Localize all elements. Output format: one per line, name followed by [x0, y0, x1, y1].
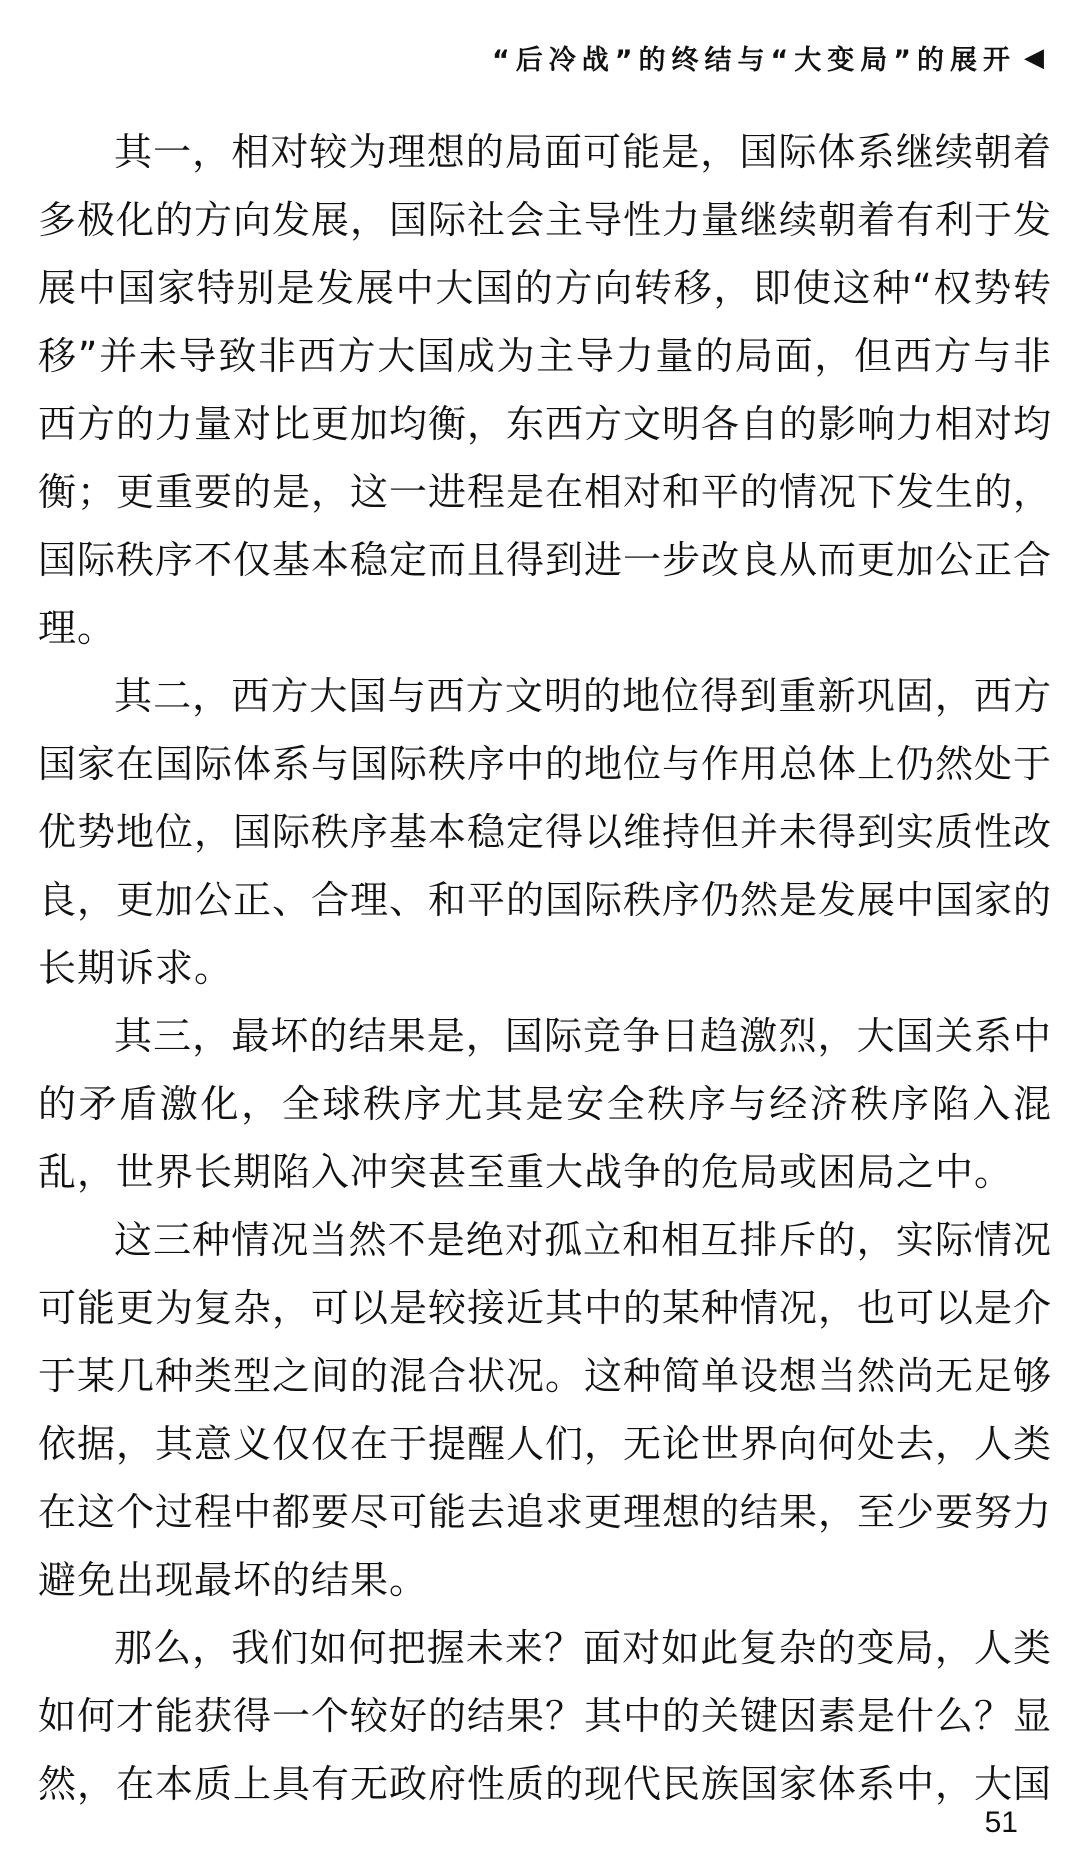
left-triangle-icon: ◀: [1024, 42, 1044, 73]
paragraph-2: 其二，西方大国与西方文明的地位得到重新巩固，西方国家在国际体系与国际秩序中的地位与作用总体上仍然处于优势地位，国际秩序基本稳定得以维持但并未得到实质性改良，更加公正、合理、和平的国际秩序仍然是发展中国家的长期诉求。: [38, 674, 1053, 990]
paragraph-3: 其三，最坏的结果是，国际竞争日趋激烈，大国关系中的矛盾激化，全球秩序尤其是安全秩序与经济秩序陷入混乱，世界长期陷入冲突甚至重大战争的危局或困局之中。: [38, 1014, 1052, 1194]
running-header: [492, 38, 1044, 77]
paragraph-4: 这三种情况当然不是绝对孤立和相互排斥的，实际情况可能更为复杂，可以是较接近其中的某种情况，也可以是介于某几种类型之间的混合状况。这种简单设想当然尚无足够依据，其意义仅仅在于提醒人们，无论世界向何处去，人类在这个过程中都要尽可能去追求更理想的结果，至少要努力避免出现最坏的结果。: [38, 1218, 1053, 1602]
paragraph-1: 其一，相对较为理想的局面可能是，国际体系继续朝着多极化的方向发展，国际社会主导性力量继续朝着有利于发展中国家特别是发展中大国的方向转移，即使这种“权势转移”并未导致非西方大国成为主导力量的局面，但西方与非西方的力量对比更加均衡，东西方文明各自的影响力相对均衡；更重要的是，这一进程是在相对和平的情况下发生的，国际秩序不仅基本稳定而且得到进一步改良从而更加公正合理。: [38, 130, 1053, 650]
running-title: “后冷战”的终结与“大变局”的展开: [492, 45, 1016, 76]
page-number: 51: [984, 1806, 1018, 1839]
paragraph-5: 那么，我们如何把握未来？面对如此复杂的变局，人类如何才能获得一个较好的结果？其中的关键因素是什么？显然，在本质上具有无政府性质的现代民族国家体系中，大国: [38, 1626, 1053, 1806]
body-text: [38, 118, 1052, 1818]
